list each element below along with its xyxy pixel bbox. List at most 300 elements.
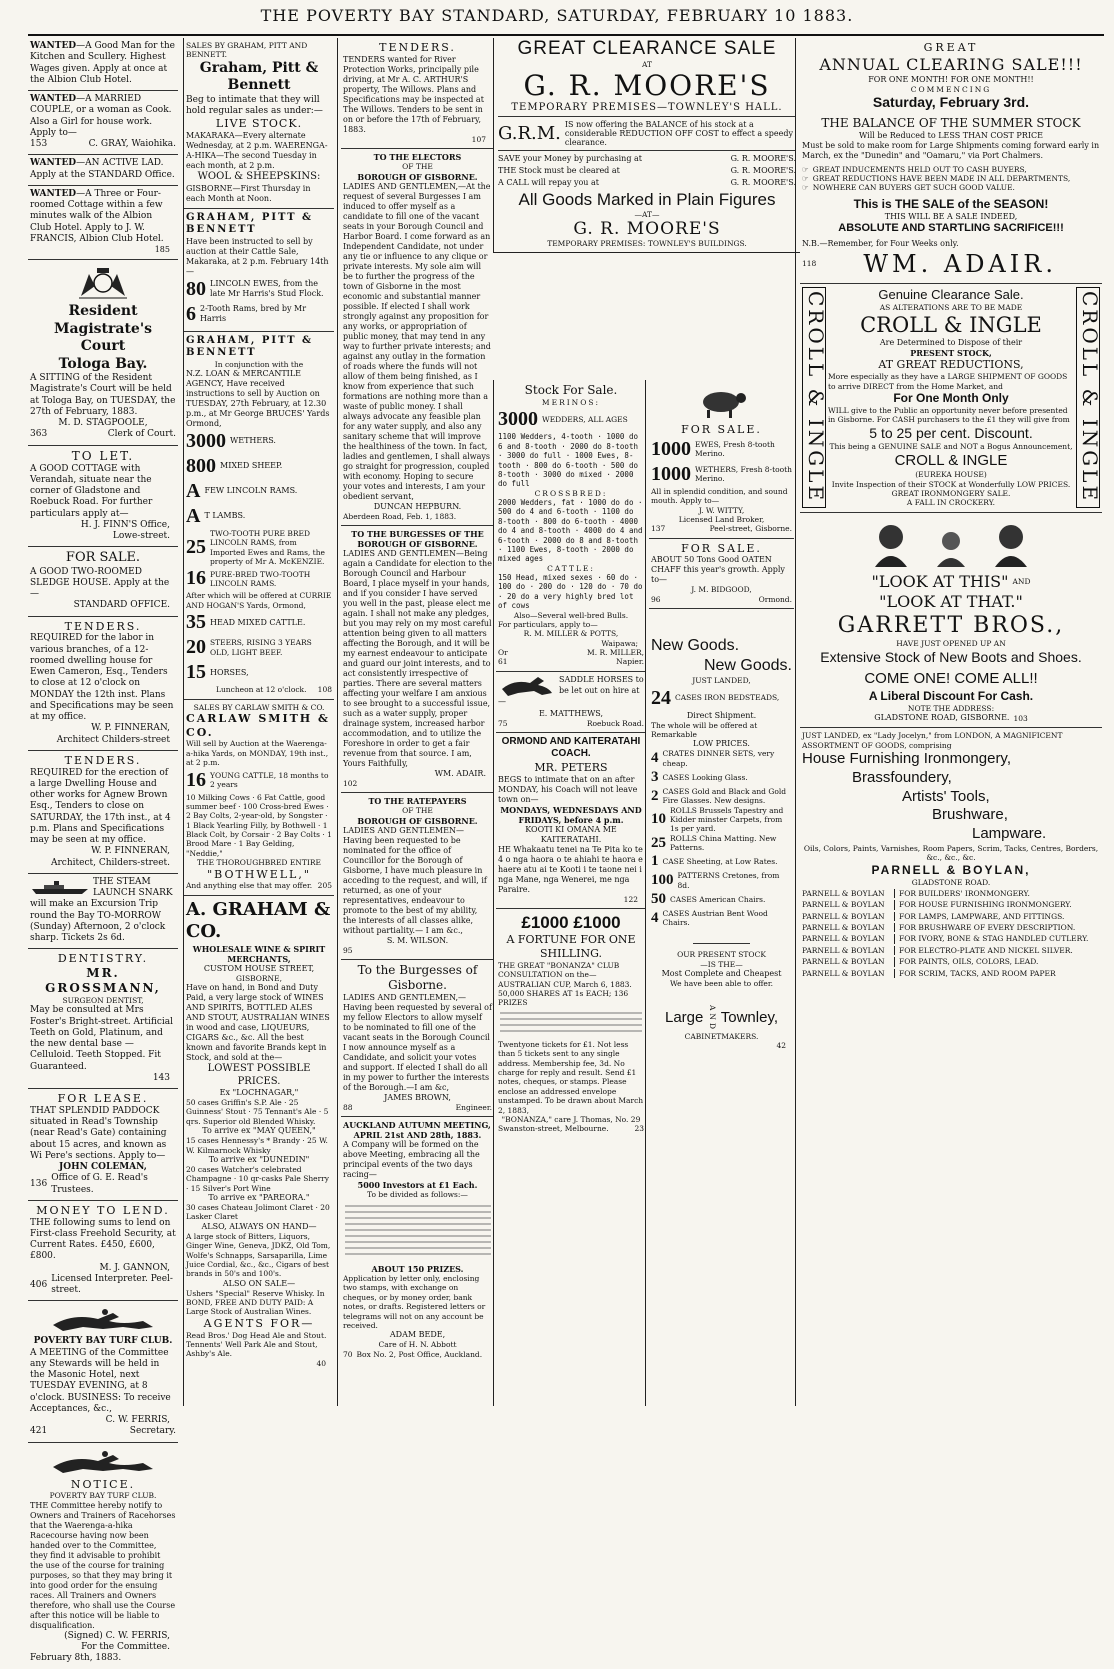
- prize-table-illegible: [498, 1008, 644, 1036]
- ad-line-name: G. R. MOORE'S.: [730, 154, 796, 163]
- ad-signature: C. GRAY, Waiohika.: [88, 139, 176, 149]
- ad-text: ABOUT 50 Tons Good OATEN CHAFF this year's growth. Apply to—: [651, 555, 785, 585]
- ad-subheading: PRESENT STOCK,: [910, 348, 992, 359]
- ad-text: —IS THE—: [700, 959, 743, 969]
- ad-signature-place: Office of G. E. Read's Trustees.: [51, 1173, 148, 1195]
- ad-title: WANTED: [30, 41, 77, 51]
- ad-label: SALES BY GRAHAM, PITT AND BENNETT.: [186, 41, 308, 60]
- lot-count: 4: [651, 750, 659, 767]
- ad-text: Invite Inspection of their STOCK at Wonderfully LOW PRICES.: [831, 479, 1071, 489]
- ad-number: 61: [498, 657, 508, 667]
- ad-text: THE STEAM LAUNCH SNARK will make an Excursion Trip round the Bay TO-MORROW (Sunday) Afternoon, 2 o'clock sharp. Tickets 2s 6d.: [30, 876, 173, 943]
- ad-number: 406: [30, 1279, 48, 1290]
- ad-number: 40: [316, 1358, 326, 1368]
- firm-name: CROLL & INGLE: [894, 451, 1008, 469]
- ad-text: Beg to intimate that they will hold regular sales as under:—: [186, 94, 323, 116]
- ad-text: This being a GENUINE SALE and NOT a Bogus Announcement,: [829, 442, 1073, 452]
- lot-count: A: [186, 504, 201, 527]
- ad-text: NOTE THE ADDRESS:: [907, 703, 995, 713]
- ad-text: THE GREAT "BONANZA" CLUB CONSULTATION on the— AUSTRALIAN CUP, March 6, 1883. 50,000 SHARES AT 1s EACH; 136 PRIZES: [498, 960, 632, 1008]
- ad-heading: New Goods.: [651, 637, 740, 655]
- ad-money-to-lend: [28, 1201, 178, 1302]
- lot-text: 2-Tooth Rams, bred by Mr Harris: [200, 304, 307, 323]
- horse-name: "BOTHWELL,": [207, 867, 311, 881]
- ad-heading: Stock For Sale.: [524, 383, 618, 397]
- ad-signature: DUNCAN HEPBURN.: [373, 501, 462, 511]
- firm-name: WM. ADAIR.: [863, 249, 1057, 278]
- lot-text: WETHERS.: [230, 436, 276, 446]
- court-title: Resident Magistrate's Court: [53, 303, 152, 354]
- ad-line: GREAT INDUCEMENTS HELD OUT TO CASH BUYERS,: [812, 164, 1027, 174]
- ad-signature: J. M. BIDGOOD,: [691, 585, 752, 595]
- ad-text: BEGS to intimate that on an after MONDAY, his Coach will not leave town on—: [498, 774, 638, 804]
- ad-river-tenders: [341, 38, 494, 149]
- moore-clearance-ad: [493, 38, 800, 253]
- ad-number: 143: [152, 1072, 170, 1083]
- ad-text: JUST LANDED, ex "Lady Jocelyn," from LONDON, A MAGNIFICENT ASSORTMENT OF GOODS, comprising: [802, 731, 1063, 750]
- list-item-firm: PARNELL & BOYLAN: [802, 900, 895, 909]
- dentist-name: MR. GROSSMANN,: [45, 966, 161, 995]
- ad-subheading: Extensive Stock of New Boots and Shoes.: [820, 648, 1082, 665]
- steamboat-icon: [30, 877, 90, 895]
- list-item-firm: PARNELL & BOYLAN: [802, 957, 895, 966]
- ad-text: Will sell by Auction at the Waerenga-a-hika Yards, on MONDAY, 19th inst., at 2 p.m.: [186, 739, 329, 768]
- ad-adair-clearing: [800, 38, 1102, 284]
- ad-subheading: Will be Reduced to LESS THAN COST PRICE: [859, 130, 1043, 140]
- ad-heading: BOROUGH OF GISBORNE.: [357, 171, 478, 182]
- ad-text: Must be sold to make room for Large Shipments coming forward early in March, ex the "Dunedin" and "Oamaru," via Port Chalmers.: [802, 140, 1100, 160]
- firm-name: Townley,: [720, 1008, 778, 1026]
- ad-number: 205: [317, 881, 332, 891]
- lot-count: 16: [186, 768, 206, 791]
- ad-subheading: Direct Shipment.: [686, 710, 757, 720]
- ad-heading: TO THE BURGESSES OF THE BOROUGH OF GISBORNE.: [351, 528, 484, 549]
- ad-signature: (Signed) C. W. FERRIS,: [64, 1630, 170, 1641]
- ad-heading: BOROUGH OF GISBORNE.: [357, 815, 478, 826]
- ad-number: 363: [30, 429, 48, 440]
- lot-text: STEERS, RISING 3 YEARS OLD, LIGHT BEEF.: [210, 638, 312, 657]
- list-item-label: FOR SCRIM, TACKS, AND ROOM PAPER: [899, 968, 1056, 978]
- list-item-label: FOR ELECTRO-PLATE AND NICKEL SILVER.: [899, 945, 1073, 955]
- ad-signature-line: Box No. 2, Post Office, Auckland.: [356, 1349, 483, 1359]
- ad-text: Application by letter only, enclosing two stamps, with exchange on cheques, or by money order, bank notes, or drafts. Registered letters or telegrams will not on any account be received.: [343, 1274, 486, 1330]
- lot-count: 15: [186, 661, 206, 684]
- list-item-label: FOR BUILDERS' IRONMONGERY.: [899, 888, 1030, 898]
- ad-text: IS now offering the BALANCE of his stock at a considerable REDUCTION OFF COST to effect a speedy clearance.: [564, 120, 794, 147]
- ad-signature: R. M. MILLER & POTTS,: [523, 629, 619, 639]
- ad-text: Oils, Colors, Paints, Varnishes, Room Papers, Scrim, Tacks, Centres, Borders, &c., &c., &c.: [803, 843, 1099, 863]
- side-banner: CROLL & INGLE: [802, 287, 826, 508]
- ad-croll-ingle: [800, 284, 1102, 513]
- ad-title: WANTED: [30, 188, 77, 199]
- ad-text: A GOOD TWO-ROOMED SLEDGE HOUSE. Apply at the—: [30, 566, 170, 599]
- ad-heading: TO THE RATEPAYERS: [368, 796, 467, 807]
- ad-coach: [496, 733, 646, 909]
- ad-text: JUST LANDED,: [692, 676, 751, 686]
- ad-text: THE following sums to lend on First-class Freehold Security, at Current Rates. £450, £600, £800.: [30, 1217, 176, 1262]
- ad-text: —A MARRIED COUPLE, or a woman as Cook. Also a Girl for house work. Apply to—: [30, 94, 172, 138]
- lot-list: 150 Head, mixed sexes · 60 do · 100 do · 200 do · 120 do · 70 do · 20 do a very highly bred lot of cows: [498, 573, 643, 611]
- lot-text: HORSES,: [210, 667, 249, 677]
- ad-text: —AN ACTIVE LAD. Apply at the STANDARD Office.: [30, 158, 175, 180]
- ad-subheading: In conjunction with the: [214, 359, 304, 369]
- ad-highlight: 5000 Investors at £1 Each.: [357, 1180, 478, 1191]
- ad-text: A MEETING of the Committee any Stewards will be held in the Masonic Hotel, next TUESDAY EVENING, at 8 o'clock. BUSINESS: To receive Acceptances, &c.,: [30, 1347, 171, 1414]
- ad-number: 96: [651, 594, 661, 604]
- court-text: A SITTING of the Resident Magistrate's Court will be held at Tologa Bay, on TUESDAY, the 27th of February, 1883.: [30, 373, 176, 417]
- lot-count: 50: [651, 890, 666, 907]
- ad-for-sale: [28, 547, 178, 616]
- lot-text: CRATES DINNER SETS, very cheap.: [662, 749, 775, 768]
- ad-subheading: OUR PRESENT STOCK: [677, 950, 766, 960]
- list-item-firm: PARNELL & BOYLAN: [802, 969, 895, 978]
- ad-heading: AGENTS FOR—: [203, 1316, 315, 1330]
- lot-text: MIXED SHEEP.: [220, 461, 283, 471]
- firm-initials: G.R.M.: [498, 123, 561, 144]
- ad-for-lease: [28, 1089, 178, 1201]
- ad-heading: TENDERS.: [379, 41, 456, 54]
- ad-signature-place: Swanston-street, Melbourne.: [498, 1124, 609, 1134]
- pointing-hand-icon: ☞: [802, 183, 809, 193]
- ad-heading: "LOOK AT THAT.": [879, 591, 1023, 611]
- masthead-rule: [28, 34, 1104, 36]
- ad-text: HE Whakaatu tenei na Te Pita ko te 4 o nga haora o te ahiahi te haora e haere atu ai te Kooti i te taone nei i nga Mane, nga Wenerei, me nga Paraire.: [498, 844, 643, 894]
- column-5: [645, 380, 794, 1406]
- ad-subheading: A FORTUNE FOR ONE SHILLING.: [506, 933, 636, 960]
- ad-number: 421: [30, 1426, 48, 1437]
- parnell-boylan-list: [802, 889, 1100, 978]
- column-6: [795, 38, 1102, 1406]
- divider: [498, 150, 796, 151]
- list-item-firm: PARNELL & BOYLAN: [802, 912, 895, 921]
- ad-carlaw-smith: [184, 700, 334, 896]
- list-item-firm: PARNELL & BOYLAN: [802, 946, 895, 955]
- firm-name: A. GRAHAM & CO.: [186, 898, 331, 943]
- sheep-icon: [695, 386, 749, 420]
- ad-signature: H. J. FINN'S Office,: [80, 519, 170, 530]
- firm-name: GRAHAM, PITT & BENNETT: [186, 211, 314, 235]
- ad-heading: All Goods Marked in Plain Figures: [518, 190, 776, 209]
- ad-heading: FOR SALE.: [681, 423, 762, 436]
- ad-signature-line: Care of H. N. Abbott: [378, 1340, 457, 1350]
- list-item-firm: PARNELL & BOYLAN: [802, 889, 895, 898]
- ad-signature: "BONANZA," care J. Thomas, No. 29: [501, 1114, 641, 1124]
- ad-text: To be divided as follows:—: [367, 1190, 468, 1200]
- lot-count: 2: [651, 787, 659, 804]
- list-item-label: FOR PAINTS, OILS, COLORS, LEAD.: [899, 957, 1039, 967]
- ad-subheading: GISBORNE,: [236, 973, 282, 983]
- shipment-text: A large stock of Bitters, Liquors, Ginger Wine, Geneva, JDKZ, Old Tom, Wolfe's Schnapps, Sarsaparilla, Lime Juice Cordial, &c., &c., Cigars of best brands in 50's and 100's.: [186, 1231, 331, 1279]
- list-item-firm: PARNELL & BOYLAN: [802, 923, 895, 932]
- lot-count: 6: [186, 302, 196, 325]
- list-item-label: FOR BRUSHWARE OF EVERY DESCRIPTION.: [899, 923, 1076, 932]
- ad-line: GREAT REDUCTIONS HAVE BEEN MADE IN ALL DEPARTMENTS,: [812, 174, 1071, 183]
- ad-text: THAT SPLENDID PADDOCK situated in Read's Township (near Read's Gate) containing about 15 acres, and known as Wi Pere's sections. Apply to—: [30, 1105, 167, 1161]
- shipment-text: Ushers "Special" Reserve Whisky. In BOND, FREE AND DUTY PAID: A Large Stock of Australian Wines.: [186, 1288, 325, 1317]
- lot-count: A: [186, 479, 201, 502]
- ad-heading: To the Burgesses of Gisborne.: [357, 963, 478, 992]
- ad-text: REQUIRED for the erection of a large Dwelling House and other works for Agnew Brown Esq., Tenders to close on SATURDAY, the 17th inst., at 4 p.m. Plans and Specifications may be seen at my office.: [30, 767, 171, 845]
- ad-number: 70: [343, 1349, 353, 1359]
- ad-heading: FOR SALE.: [681, 541, 762, 555]
- ad-text: All in splendid condition, and sound mouth. Apply to—: [651, 486, 788, 506]
- ad-highlight: ABOUT 150 PRIZES.: [371, 1264, 464, 1274]
- ad-wanted-lad: [28, 155, 178, 186]
- ad-heading: TENDERS.: [64, 753, 142, 767]
- lot-count: 25: [651, 834, 666, 851]
- list-item: [802, 969, 1100, 978]
- ad-subheading: A FALL IN CROCKERY.: [906, 498, 996, 508]
- ad-text: AND: [1012, 577, 1031, 587]
- ad-signature: STANDARD OFFICE.: [73, 600, 170, 611]
- ad-text: A GOOD COTTAGE with Verandah, situate near the corner of Gladstone and Roebuck Road. For further particulars apply at—: [30, 463, 153, 519]
- lot-count: 3000: [186, 429, 226, 452]
- firm-name: G. R. MOORE'S: [573, 219, 721, 239]
- ad-heading: Lampware.: [972, 825, 1047, 842]
- lot-count: 25: [186, 536, 206, 559]
- ad-turf-club: [28, 1301, 178, 1442]
- ad-heading: House Furnishing Ironmongery,: [802, 750, 1011, 767]
- ad-signature: W. P. FINNERAN,: [91, 846, 170, 857]
- shipment-text: 15 cases Hennessy's * Brandy · 25 W. W. Kilmarnock Whisky: [186, 1136, 328, 1155]
- ad-text: —AT—: [634, 210, 660, 219]
- ad-number: 136: [30, 1179, 48, 1189]
- lot-text: PURE-BRED TWO-TOOTH LINCOLN RAMS.: [210, 569, 311, 588]
- pointing-hand-icon: ☞: [802, 164, 809, 174]
- ad-heading: FOR SALE.: [65, 550, 141, 566]
- ad-signature: JAMES BROWN,: [384, 1093, 451, 1102]
- ad-text: HAVE JUST OPENED UP AN: [896, 639, 1006, 649]
- ad-signature-role: Engineer.: [455, 1103, 492, 1112]
- ad-heading: TENDERS.: [64, 619, 142, 633]
- ad-date: February 8th, 1883.: [30, 1653, 122, 1664]
- ad-text: REQUIRED for the labor in various branches, of a 12-roomed dwelling house for Ewen Cameron, Esq., Tenders to close at 12 o'clock on MONDAY the 12th inst. Plans and Specifications may be seen at my office.: [30, 633, 174, 722]
- ampersand-text: AND: [707, 1004, 717, 1032]
- ad-heading: LIVE STOCK.: [215, 117, 303, 131]
- ad-text: We have been able to offer.: [669, 979, 773, 989]
- ad-number: 137: [651, 524, 666, 534]
- dentist-title: SURGEON DENTIST,: [62, 996, 144, 1005]
- ad-line-name: G. R. MOORE'S.: [730, 178, 796, 187]
- ad-line: SAVE your Money by purchasing at: [498, 154, 642, 163]
- ad-signature-role: Licensed Interpreter. Peel-street.: [51, 1273, 173, 1296]
- list-item-label: FOR HOUSE FURNISHING IRONMONGERY.: [899, 900, 1072, 910]
- ad-number: 153: [30, 139, 48, 149]
- lot-text: LINCOLN EWES, from the late Mr Harris's Stud Flock.: [210, 279, 324, 298]
- ad-text: —A Three or Four-roomed Cottage within a few minutes walk of the Albion Club Hotel. Apply to J. W. FRANCIS, Albion Club Hotel.: [30, 188, 164, 244]
- lot-count: 35: [186, 611, 206, 634]
- ad-line: NOWHERE CAN BUYERS GET SUCH GOOD VALUE.: [812, 183, 1015, 193]
- ad-heading: OF THE: [402, 162, 433, 172]
- lot-count: 16: [186, 567, 206, 590]
- ad-text: WILL give to the Public an opportunity never before presented in Gisborne. For CASH purchasers to the £1 they will give from: [828, 405, 1070, 425]
- shipment-text: 20 cases Watcher's celebrated Champagne · 10 qr-casks Pale Sherry · 15 Silver's Port Wine: [186, 1164, 330, 1193]
- ad-a-graham: [184, 896, 334, 1372]
- masthead: THE POVERTY BAY STANDARD, SATURDAY, FEBRUARY 10 1883.: [260, 6, 854, 25]
- lot-text: CASE Sheeting, at Low Rates.: [662, 857, 778, 867]
- ad-address: GLADSTONE ROAD, GISBORNE.: [874, 713, 1010, 723]
- lot-count: 1: [651, 853, 659, 870]
- ad-text: The whole will be offered at Remarkable: [651, 720, 758, 739]
- ad-signature: S. M. WILSON.: [386, 935, 449, 945]
- ad-heading: This is THE SALE of the SEASON!: [853, 196, 1049, 211]
- ad-subheading: AT GREAT REDUCTIONS,: [878, 358, 1024, 372]
- ad-text: AT: [641, 60, 652, 69]
- ad-wanted-couple: [28, 91, 178, 155]
- ad-number: 103: [1013, 713, 1028, 723]
- ad-text: LADIES AND GENTLEMEN—Being again a Candidate for election to the Borough Council and Harbour Board, I place myself in your hands, and if you consider I have served you well in the past, please elect me again. I shall not make any pledges, but you may rely on my most careful attention being given to all matters affecting the Borough, and it will be my earnest endeavour to anticipate and guard our joint interests, and to act consistently irrespective of parties. There are several matters affecting your welfare I am anxious to see brought to a successful issue, such as a water supply, proper drainage system, increased harbor accommodation, and to utilize the Foreshore in order to get a fair revenue from that source. I am, Yours Faithfully,: [343, 548, 492, 768]
- lot-text: CASES American Chairs.: [670, 894, 766, 904]
- ad-number: 185: [154, 245, 170, 254]
- ad-number: 108: [317, 685, 332, 695]
- ad-heading: Brushware,: [932, 806, 1008, 824]
- ad-heading: For One Month Only: [893, 390, 1009, 405]
- ad-number: 118: [802, 258, 817, 268]
- list-item: [802, 889, 1100, 898]
- firm-name: GRAHAM, PITT & BENNETT: [186, 334, 314, 358]
- ad-signature-place: Ormond.: [758, 594, 792, 604]
- ad-text: Have been instructed to sell by auction at their Cattle Sale, Makaraka, at 2 p.m. February 14th—: [186, 236, 329, 276]
- ad-title: WANTED: [30, 94, 77, 104]
- ad-subheading: WHOLESALE WINE & SPIRIT MERCHANTS,: [192, 943, 326, 964]
- lot-count: 20: [186, 636, 206, 659]
- ad-text: AS ALTERATIONS ARE TO BE MADE: [879, 302, 1023, 312]
- ad-court: [28, 260, 178, 446]
- ad-gpb-sales: [184, 38, 334, 209]
- ad-text: TENDERS wanted for River Protection Works, principally pile driving, at Mr A. C. ARTHUR'S property, The Willows. Plans and Specifications may be inspected at The Willows. Tenders to be sent in on or before the 17th of February, 1883.: [343, 54, 484, 134]
- ad-text: For particulars, apply to—: [498, 619, 598, 629]
- ad-notice: [28, 1443, 178, 1669]
- divider: [693, 943, 749, 944]
- lot-count: 24: [651, 686, 671, 709]
- ad-signature-role: Licensed Land Broker,: [678, 514, 765, 524]
- ad-heading: Brassfoundery,: [852, 768, 952, 786]
- ad-burgesses-adair: [341, 526, 494, 793]
- ad-subheading: LOW PRICES.: [693, 739, 750, 749]
- ad-text: Or: [498, 648, 508, 657]
- ad-signature: E. MATTHEWS,: [538, 708, 604, 718]
- lot-text: TWO-TOOTH PURE BRED LINCOLN RAMS, from Imported Ewes and Rams, the property of Mr A. McKENZIE.: [210, 528, 325, 566]
- ad-for-sale-witty: [649, 380, 794, 539]
- ad-number: 102: [343, 778, 358, 788]
- ad-text: N.Z. LOAN & MERCANTILE AGENCY, Have received instructions to sell by Auction on TUESDAY, 27th February, at 12.30 p.m., at Mr George BRUCES' Yards Ormond,: [186, 368, 330, 428]
- shipment-text: 30 cases Chateau Jolimont Claret · 20 Lasker Claret: [186, 1203, 330, 1222]
- ad-number: 23: [634, 1124, 644, 1134]
- ad-text: A Company will be formed on the above Meeting, embracing all the principal events of the two days racing—: [343, 1140, 480, 1180]
- royal-arms-icon: [75, 266, 131, 300]
- ad-line: A CALL will repay you at: [498, 178, 599, 187]
- shipment-title: ALSO, ALWAYS ON HAND—: [201, 1221, 317, 1231]
- list-item: [802, 957, 1100, 966]
- ad-heading: 5 to 25 per cent. Discount.: [869, 424, 1033, 441]
- ad-address: GLADSTONE ROAD.: [911, 877, 991, 887]
- ad-text: More especially as they have a LARGE SHIPMENT OF GOODS to arrive DIRECT from the Home Market, and: [828, 372, 1068, 391]
- lot-count: 3: [651, 769, 659, 785]
- ad-subheading: POVERTY BAY TURF CLUB.: [49, 1491, 157, 1501]
- ad-heading: NOTICE.: [70, 1477, 136, 1491]
- ad-signature-place: Roebuck Road.: [586, 718, 644, 728]
- divider: [498, 116, 796, 117]
- list-item: [802, 912, 1100, 921]
- ad-text: After which will be offered at CURRIE AND HOGAN'S Yards, Ormond,: [186, 591, 332, 610]
- lot-count: 10: [651, 811, 666, 828]
- ad-signature: M. R. MILLER,: [587, 648, 644, 657]
- lot-count: 1000: [651, 462, 691, 485]
- list-item-label: FOR LAMPS, LAMPWARE, AND FITTINGS.: [899, 911, 1065, 921]
- court-signature: M. D. STAGPOOLE,: [58, 418, 148, 428]
- ad-text: N.B.—Remember, for Four Weeks only.: [802, 238, 959, 248]
- ad-text: Luncheon at 12 o'clock.: [216, 685, 307, 695]
- list-item: [802, 946, 1100, 955]
- ad-line-name: G. R. MOORE'S.: [730, 166, 796, 175]
- ad-heading: TO THE ELECTORS: [373, 152, 462, 163]
- list-item-label: FOR IVORY, BONE & STAG HANDLED CUTLERY.: [899, 934, 1089, 944]
- ad-text: THE THOROUGHBRED ENTIRE: [197, 858, 321, 868]
- ad-text: GISBORNE—First Thursday in each Month at Noon.: [186, 183, 311, 203]
- ad-tenders: [28, 617, 178, 751]
- ad-number: 95: [343, 945, 353, 955]
- ad-number: 107: [471, 134, 486, 144]
- ad-signature-role: Architect, Childers-street.: [51, 857, 170, 868]
- ad-highlight: MONDAYS, WEDNESDAYS AND FRIDAYS, before 4 p.m.: [500, 804, 642, 825]
- ad-number: 42: [776, 1040, 786, 1050]
- firm-name: Graham, Pitt & Bennett: [199, 59, 319, 94]
- ad-signature: C. W. FERRIS,: [105, 1415, 170, 1426]
- ad-bonanza: [496, 909, 646, 1138]
- firm-name: G. R. MOORE'S: [523, 69, 771, 102]
- ad-to-let: [28, 446, 178, 548]
- ad-subheading: CABINETMAKERS.: [684, 1031, 759, 1041]
- firm-name: PARNELL & BOYLAN,: [871, 862, 1031, 877]
- coach-owner: MR. PETERS: [534, 760, 608, 774]
- ad-signature-role: Architect Childers-street: [56, 734, 170, 745]
- ad-steam-launch: [28, 874, 178, 950]
- ad-text: SADDLE HORSES to be let out on hire at—: [498, 674, 644, 707]
- ad-date: Saturday, February 3rd.: [872, 94, 1030, 111]
- ad-heading: New Goods.: [703, 657, 792, 675]
- shipment-title: To arrive ex "DUNEDIN": [208, 1154, 310, 1164]
- ad-place: Aberdeen Road, Feb. 1, 1883.: [343, 511, 457, 521]
- ad-heading: OF THE: [402, 806, 433, 816]
- ad-heading: "LOOK AT THIS": [871, 571, 1009, 591]
- ad-subheading: FOR ONE MONTH! FOR ONE MONTH!!: [868, 74, 1034, 84]
- lot-text: T LAMBS.: [204, 511, 246, 521]
- ad-heading: COME ONE! COME ALL!!: [864, 670, 1038, 688]
- ad-subheading: ABSOLUTE AND STARTLING SACRIFICE!!!: [838, 221, 1064, 234]
- ad-heading: A Liberal Discount For Cash.: [868, 688, 1034, 703]
- lot-count: 800: [186, 454, 216, 477]
- ad-heading: GREAT CLEARANCE SALE: [517, 38, 777, 59]
- column-3: [337, 38, 494, 1406]
- ad-text: Read Bros.' Dog Head Ale and Stout. Tennents' Well Park Ale and Stout, Ashby's Ale.: [186, 1330, 327, 1359]
- ad-heading: Genuine Clearance Sale.: [878, 286, 1024, 302]
- ad-signature-role: For the Committee.: [81, 1642, 170, 1652]
- ad-heading: AUCKLAND AUTUMN MEETING,: [343, 1120, 491, 1131]
- ad-electors-hepburn: [341, 149, 494, 526]
- ad-text: MAKARAKA—Every alternate Wednesday, at 2 p.m. WAERENGA-A-HIKA—The second Tuesday in each month, at 2 p.m.: [186, 131, 328, 170]
- ad-subheading: (EUREKA HOUSE): [915, 470, 987, 480]
- ad-text: May be consulted at Mrs Foster's Bright-street. Artificial Teeth on Gold, Platinum, and the new dental base — Celluloid. Teeth Stopped. Fit Guaranteed.: [30, 1005, 173, 1072]
- ad-text: Twentyone tickets for £1. Not less than 5 tickets sent to any single address. Membership fee, 3d. No charge for reply and result. Send £1 notes, cheques, or stamps. Please enclose an addressed envelope unstamped. To be drawn about March 2, 1883,: [498, 1039, 644, 1115]
- ad-text: LADIES AND GENTLEMEN,—Having been requested by several of my fellow Electors to allow myself to be nominated to fill one of the vacant seats in the Borough Council I now announce myself as a Candidate, and solicit your votes and support. If elected I shall do all in my power to further the interests of the Borough.—I am &c,: [343, 993, 492, 1092]
- court-signature-role: Clerk of Court.: [107, 429, 176, 440]
- list-item: [802, 923, 1100, 932]
- lot-list: 1100 Wedders, 4-tooth · 1000 do 6 and 8-tooth · 2000 do 8-tooth · 3000 do full · 1000 Ewes, 8-tooth · 800 do 6-tooth · 500 do 8-tooth · 3000 do mixed · 2000 do full: [498, 432, 638, 489]
- ad-subheading: TEMPORARY PREMISES: TOWNLEY'S BUILDINGS.: [547, 239, 747, 248]
- ad-subheading: THIS WILL BE A SALE INDEED,: [884, 211, 1018, 221]
- ad-signature: WM. ADAIR.: [434, 768, 486, 778]
- ad-heading: KOOTI KI OMANA ME KAITERATAHI.: [525, 824, 617, 844]
